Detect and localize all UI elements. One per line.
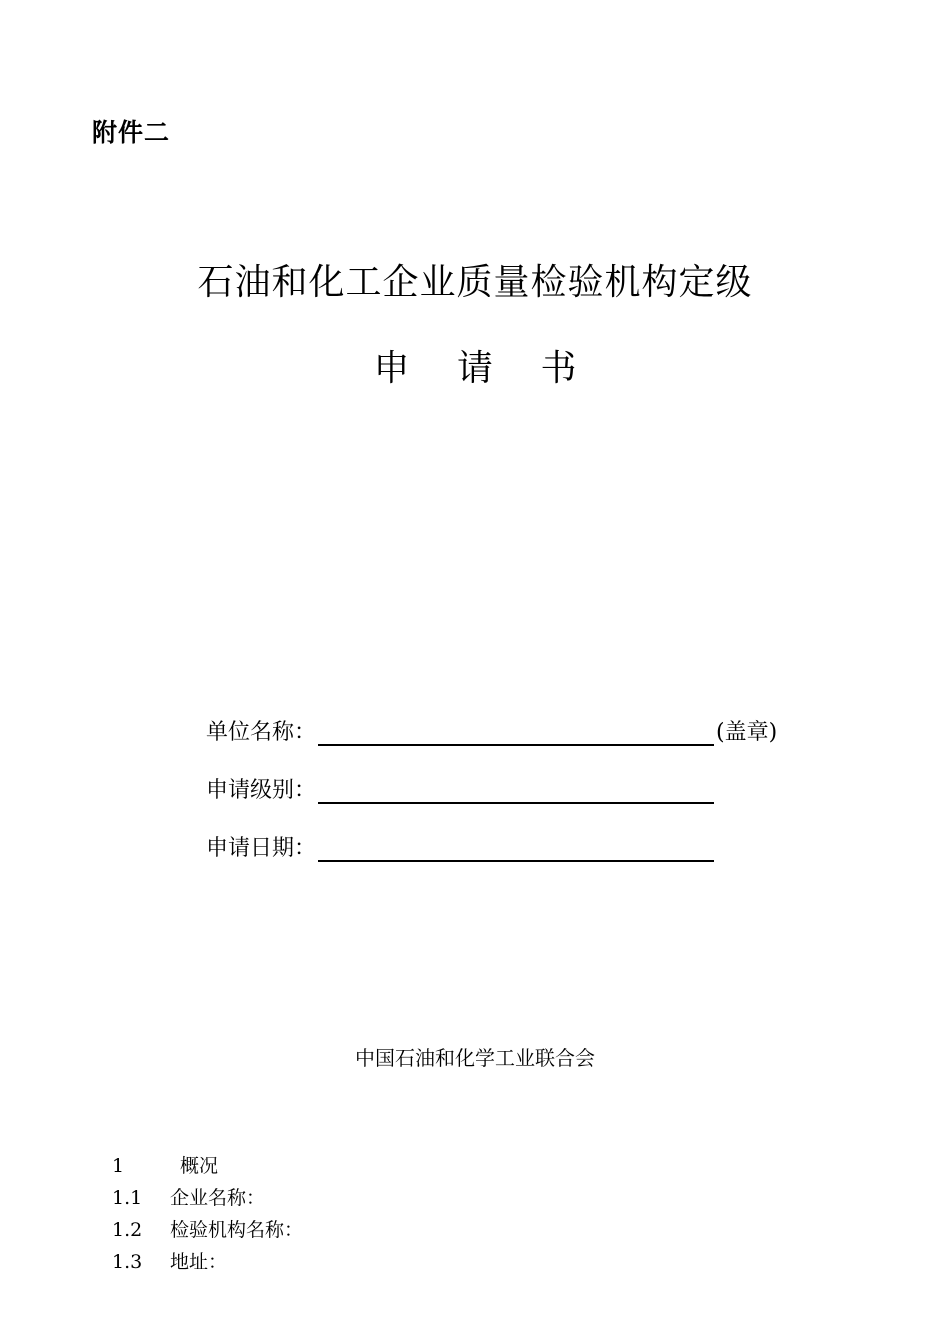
document-title: 石油和化工企业质量检验机构定级 (197, 262, 753, 303)
section-item (112, 1150, 303, 1182)
section-number: 1.3 (112, 1251, 143, 1273)
section-text: 概况 (180, 1155, 219, 1177)
unit-name-field (206, 714, 777, 746)
subtitle-char: 申 (373, 348, 410, 389)
section-number: 1 (112, 1155, 125, 1177)
date-label: 申请日期： (206, 836, 317, 861)
section-text: 检验机构名称： (170, 1219, 304, 1241)
section-text: 地址： (170, 1251, 228, 1273)
subtitle-char: 请 (456, 348, 493, 389)
date-field (206, 830, 714, 862)
section-list (112, 1150, 303, 1278)
date-blank[interactable] (318, 834, 714, 862)
section-number: 1.1 (112, 1187, 143, 1209)
section-text: 企业名称： (170, 1187, 266, 1209)
section-item (112, 1214, 303, 1246)
level-field (206, 772, 714, 804)
attachment-label: 附件二 (92, 118, 171, 147)
issuing-organization: 中国石油和化学工业联合会 (355, 1046, 595, 1070)
document-subtitle (0, 340, 950, 391)
subtitle-char: 书 (540, 348, 577, 389)
level-label: 申请级别： (206, 778, 317, 803)
level-blank[interactable] (318, 776, 714, 804)
section-item (112, 1246, 303, 1278)
unit-name-blank[interactable] (318, 718, 714, 746)
section-item (112, 1182, 303, 1214)
section-number: 1.2 (112, 1219, 143, 1241)
unit-name-label: 单位名称： (206, 720, 317, 745)
seal-note: (盖章) (716, 720, 778, 745)
